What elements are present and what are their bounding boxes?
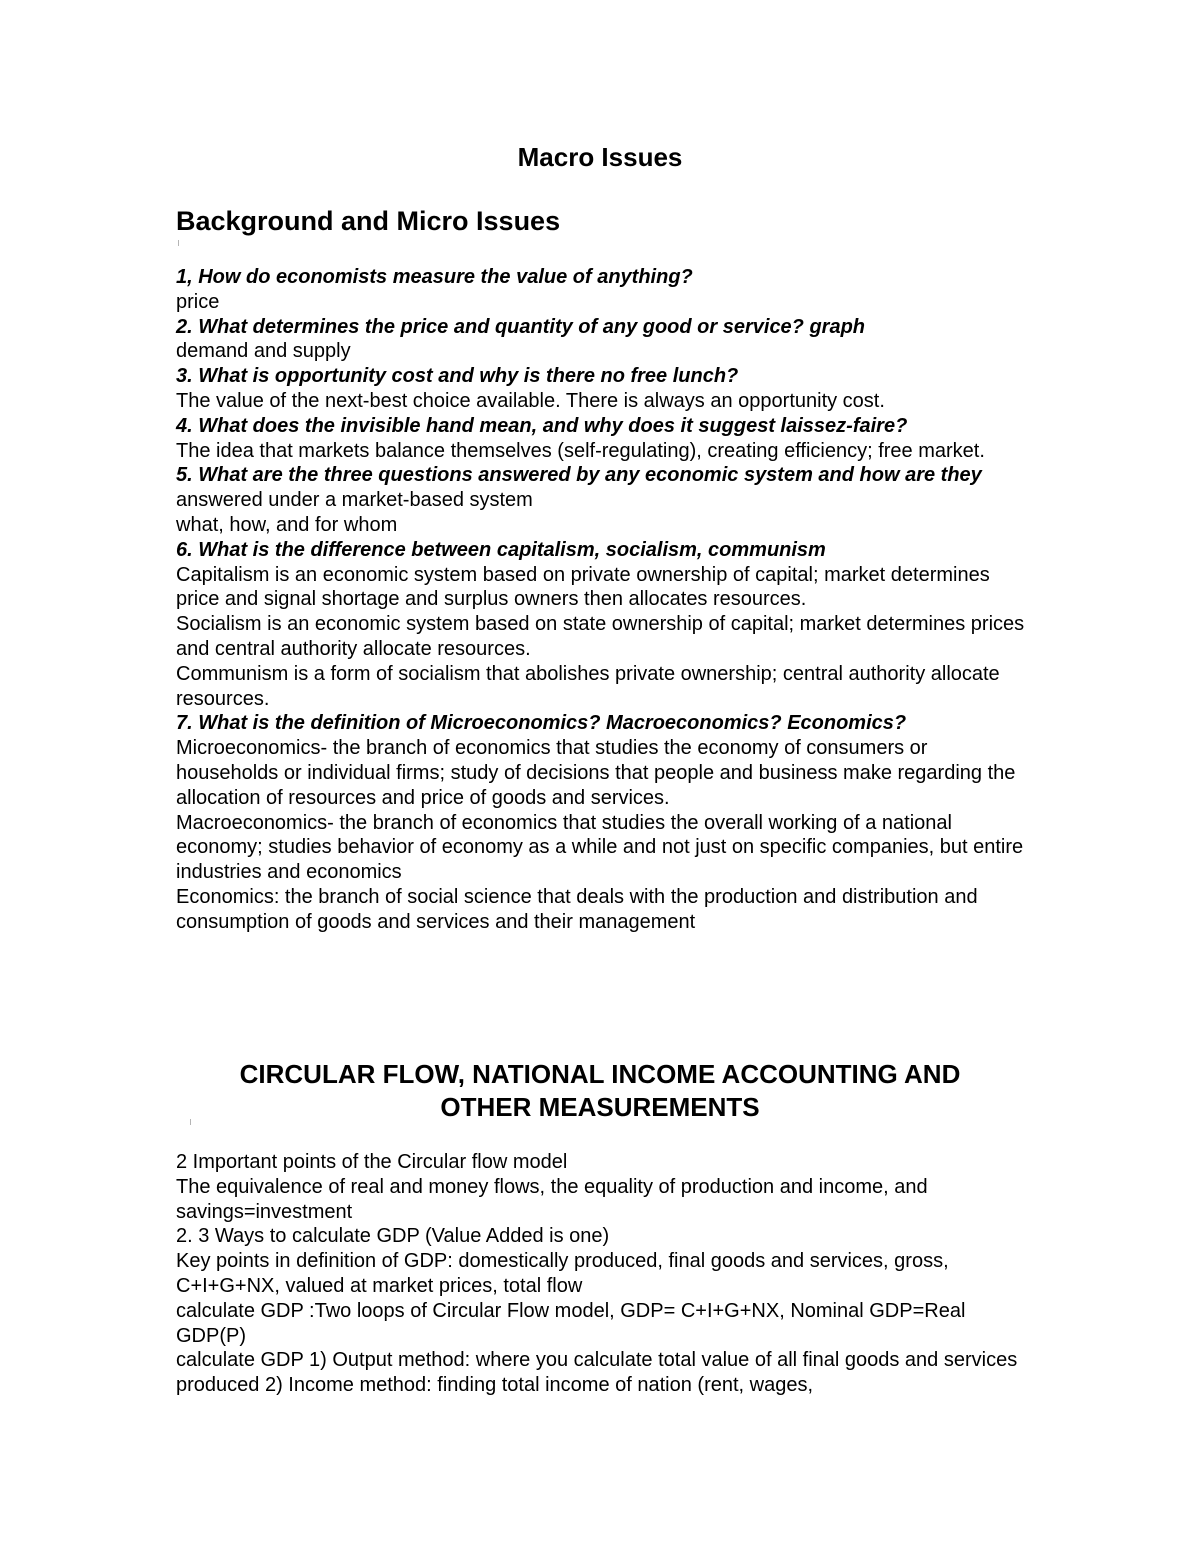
note-paragraph: 2 Important points of the Circular flow model bbox=[176, 1151, 568, 1173]
answer-1: price bbox=[176, 290, 220, 313]
answer-7-macroeconomics: Macroeconomics- the branch of economics that studies the overall working of a national economy; studies behavior of economy as a while and not just on specific companies, but entire industries and economics bbox=[176, 811, 1024, 884]
answer-3: The value of the next-best choice available. There is always an opportunity cost. bbox=[176, 389, 885, 412]
question-5: 5. What are the three questions answered by any economic system and how are they bbox=[176, 464, 982, 487]
note-paragraph: calculate GDP 1) Output method: where you calculate total value of all final goods and services produced 2) Income method: finding total income of nation (rent, wages, bbox=[176, 1349, 1018, 1397]
note-paragraph: calculate GDP :Two loops of Circular Flow model, GDP= C+I+G+NX, Nominal GDP=Real GDP(P) bbox=[176, 1299, 966, 1347]
answer-2: demand and supply bbox=[176, 340, 351, 363]
answer-6-capitalism: Capitalism is an economic system based on private ownership of capital; market determines price and signal shortage and surplus owners then allocates resources. bbox=[176, 563, 990, 611]
section-heading-background: Background and Micro Issues bbox=[176, 206, 561, 236]
qa-list bbox=[176, 265, 1026, 935]
answer-7-microeconomics: Microeconomics- the branch of economics that studies the economy of consumers or households or individual firms; study of decisions that people and business make regarding the allocation of resources and price of goods and services. bbox=[176, 737, 1016, 809]
question-2: 2. What determines the price and quantity of any good or service? graph bbox=[176, 315, 866, 338]
answer-7-economics: Economics: the branch of social science that deals with the production and distribution and consumption of goods and services and their management bbox=[176, 885, 978, 933]
question-6: 6. What is the difference between capitalism, socialism, communism bbox=[176, 538, 826, 561]
section-heading-line-1: CIRCULAR FLOW, NATIONAL INCOME ACCOUNTING AND bbox=[239, 1059, 961, 1089]
question-1: 1, How do economists measure the value of anything? bbox=[176, 266, 693, 288]
note-paragraph: 2. 3 Ways to calculate GDP (Value Added is one) bbox=[176, 1225, 610, 1248]
answer-6-communism: Communism is a form of socialism that abolishes private ownership; central authority allocate resources. bbox=[176, 662, 1000, 710]
note-paragraph: Key points in definition of GDP: domestically produced, final goods and services, gross, C+I+G+NX, valued at market prices, total flow bbox=[176, 1250, 949, 1297]
section-heading-line-2: OTHER MEASUREMENTS bbox=[440, 1092, 760, 1122]
answer-5-line-2: what, how, and for whom bbox=[176, 513, 398, 536]
section-heading-circular-flow bbox=[140, 1058, 1060, 1124]
answer-6-socialism: Socialism is an economic system based on state ownership of capital; market determines prices and central authority allocate resources. bbox=[176, 613, 1025, 660]
question-3: 3. What is opportunity cost and why is there no free lunch? bbox=[176, 365, 739, 388]
note-paragraph: The equivalence of real and money flows, the equality of production and income, and savings=investment bbox=[176, 1175, 928, 1223]
answer-5-line-1: answered under a market-based system bbox=[176, 489, 533, 512]
paragraph-mark bbox=[178, 240, 179, 246]
paragraph-mark bbox=[190, 1119, 191, 1125]
question-7: 7. What is the definition of Microeconomics? Macroeconomics? Economics? bbox=[176, 712, 907, 735]
answer-4: The idea that markets balance themselves (self-regulating), creating efficiency; free market. bbox=[176, 439, 985, 462]
question-4: 4. What does the invisible hand mean, and why does it suggest laissez-faire? bbox=[176, 414, 908, 437]
page-title: Macro Issues bbox=[517, 142, 683, 172]
circular-flow-notes bbox=[176, 1150, 1026, 1398]
